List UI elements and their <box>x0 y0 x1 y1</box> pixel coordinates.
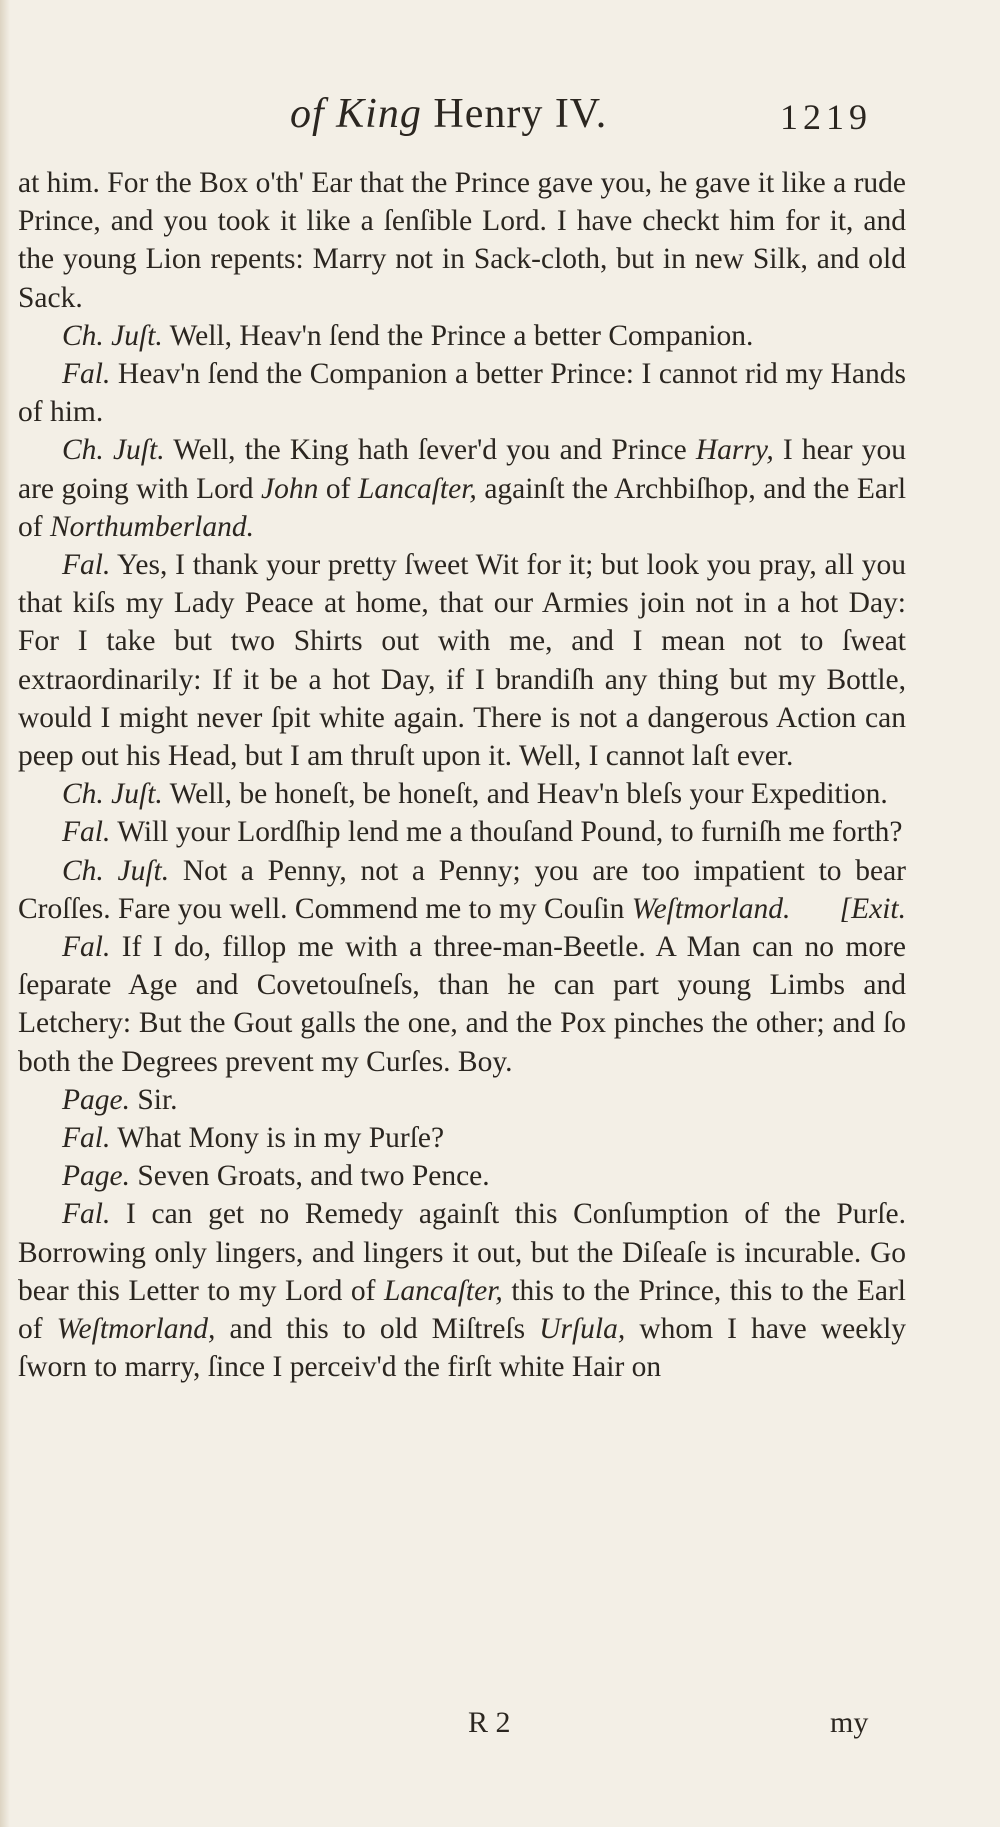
speech-text: whom I have weekly ſworn to marry, ſince I perceiv'd the firſt white Hair on <box>18 1313 907 1384</box>
speaker-name: Ch. Juſt. <box>62 778 163 811</box>
signature-mark: R 2 <box>468 1706 511 1739</box>
running-title-henry: Henry IV. <box>433 91 608 137</box>
speech <box>18 1157 906 1195</box>
speech <box>18 431 906 546</box>
speech-text: Yes, I thank your pretty ſweet Wit for it; but look you pray, all you that kiſs my Lady Peace at home, that our Armies join not in a hot Day: For I take but two Shirts out with me, and I mean not to ſweat extraordinarily: If it be a hot Day, if I brandiſh any thing but my Bottle, would I might never ſpit white again. There is not a dangerous Action can peep out his Head, but I am thruſt upon it. Well, I cannot laſt ever. <box>18 549 906 773</box>
speech-text: Well, be honeſt, be honeſt, and Heav'n bleſs your Expedition. <box>169 778 888 811</box>
speech <box>18 813 906 851</box>
running-title-king: King <box>336 91 422 137</box>
italic-name: Weſtmorland, <box>56 1313 216 1346</box>
italic-name: Harry, <box>695 434 774 467</box>
speech-text: I can get no Remedy againſt this Conſumption of the Purſe. Borrowing only lingers, and lingers it out, but the Diſeaſe is incurable. Go bear this Letter to my Lord of <box>18 1198 906 1307</box>
speaker-name: Fal. <box>62 931 111 964</box>
paragraph <box>18 164 906 317</box>
speech-text: Sir. <box>137 1083 178 1116</box>
speech <box>18 317 906 355</box>
speech-text: I hear you are going with Lord <box>18 434 907 505</box>
italic-name: Lancaſter, <box>357 472 477 505</box>
speaker-name: Page. <box>62 1083 130 1116</box>
speaker-name: Fal. <box>62 816 111 849</box>
page-footer <box>0 1706 1000 1746</box>
speech-text: Well, the King hath ſever'd you and Prince <box>173 434 687 467</box>
running-title <box>290 90 607 138</box>
italic-name: Lancaſter, <box>383 1274 503 1307</box>
page-number: 1219 <box>780 97 872 137</box>
speaker-name: Fal. <box>62 1122 111 1155</box>
speech <box>18 1081 906 1119</box>
speech-text: this to the Prince, this to the Earl of <box>18 1274 906 1346</box>
speech-text: If I do, fillop me with a three-man-Beetle. A Man can no more ſeparate Age and Covetouſneſs, than he can part young Limbs and Letchery: But the Gout galls the one, and the Pox pinches the other; and ſo both the Degrees prevent my Curſes. Boy. <box>18 931 907 1078</box>
page-text <box>18 164 906 1387</box>
italic-name: Urſula, <box>539 1313 626 1346</box>
speech-text: Will your Lordſhip lend me a thouſand Pound, to furniſh me forth? <box>117 816 903 849</box>
speech-text: of <box>325 472 351 505</box>
italic-name: Northumberland. <box>49 510 255 543</box>
speech <box>18 1195 906 1386</box>
speaker-name: Fal. <box>62 358 111 391</box>
speaker-name: Ch. Juſt. <box>62 854 170 887</box>
speech <box>18 775 906 813</box>
speaker-name: Fal. <box>62 549 111 582</box>
catchword: my <box>830 1706 869 1739</box>
speaker-name: Page. <box>62 1160 130 1193</box>
speech <box>18 928 906 1081</box>
running-title-of: of <box>290 91 325 137</box>
speech-text: Seven Groats, and two Pence. <box>137 1160 490 1193</box>
speech-text: againſt the Archbiſhop, and the Earl of <box>18 472 907 543</box>
speech-text: Heav'n ſend the Companion a better Prince: I cannot rid my Hands of him. <box>18 358 906 429</box>
speech <box>18 546 906 775</box>
speaker-name: Fal. <box>62 1198 111 1231</box>
page-gutter <box>0 0 10 1827</box>
speech-text: Not a Penny, not a Penny; you are too impatient to bear Croſſes. Fare you well. Commend me to my Couſin <box>18 854 907 925</box>
speech <box>18 852 906 928</box>
speech <box>18 355 906 431</box>
speaker-name: Ch. Juſt. <box>62 319 163 352</box>
italic-name: John <box>261 472 319 505</box>
page-header <box>290 90 930 150</box>
speech-text: Well, Heav'n ſend the Prince a better Companion. <box>169 319 754 352</box>
speech-text: What Mony is in my Purſe? <box>117 1122 445 1155</box>
paragraph-text: at him. For the Box o'th' Ear that the Prince gave you, he gave it like a rude Prince, and you took it like a ſenſible Lord. I have checkt him for it, and the young Lion repents: Marry not in Sack-cloth, but in new Silk, and old Sack. <box>18 167 907 314</box>
stage-direction-exit: [Exit. <box>839 892 906 925</box>
italic-name: Weſtmorland. <box>631 892 791 925</box>
speech <box>18 1119 906 1157</box>
speaker-name: Ch. Juſt. <box>62 434 165 467</box>
speech-text: and this to old Miſtreſs <box>229 1313 526 1346</box>
